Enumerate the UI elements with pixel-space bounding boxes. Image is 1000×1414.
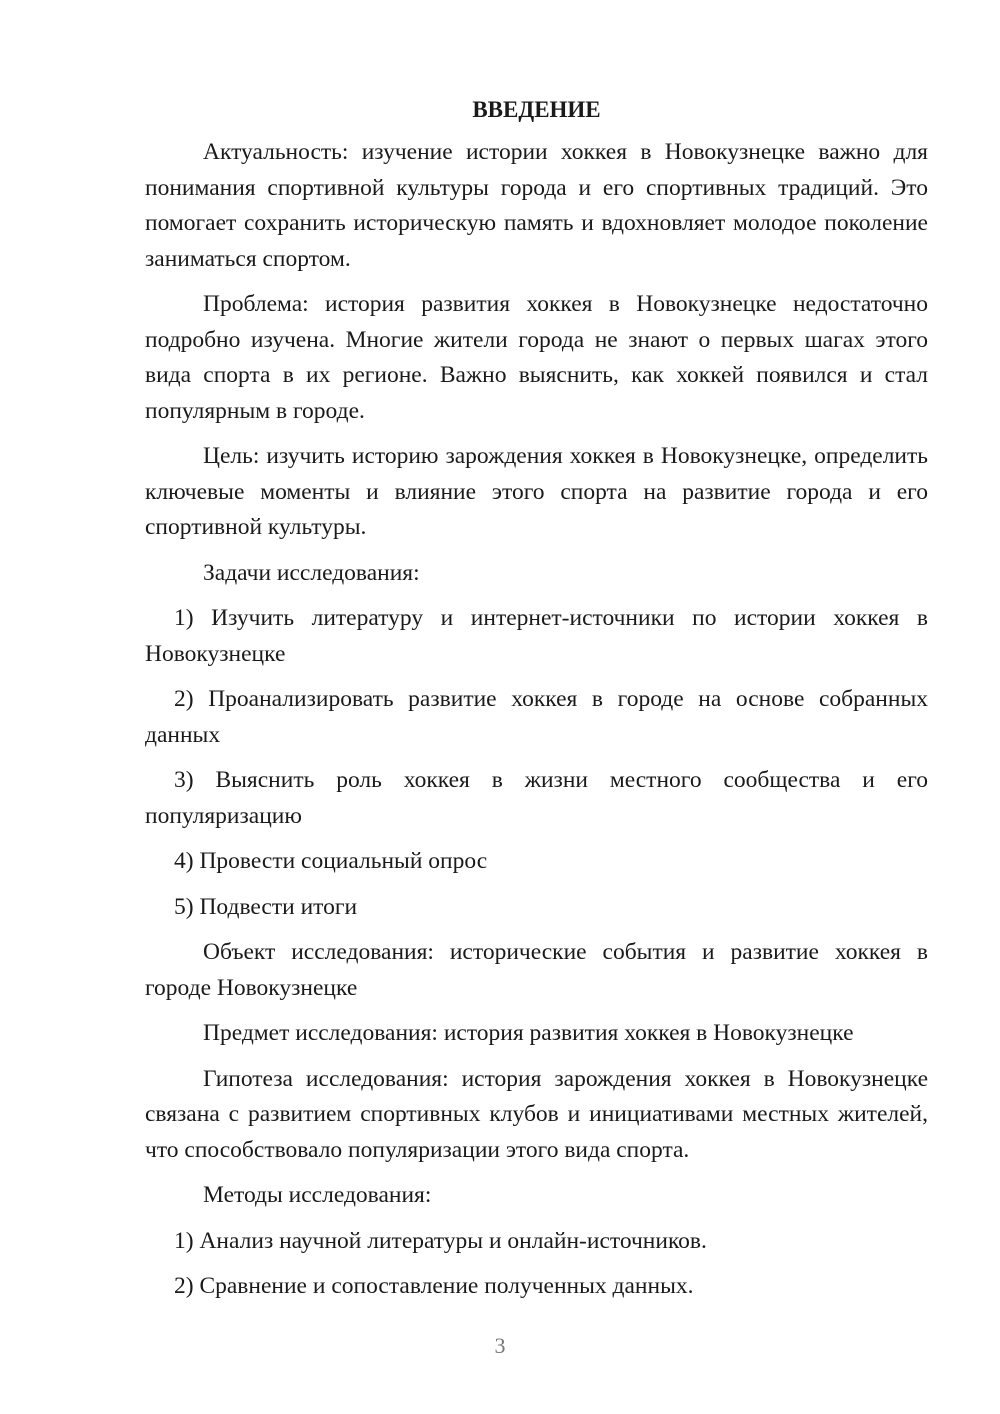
research-subject-paragraph: Предмет исследования: история развития хоккея в Новокузнецке (203, 1020, 854, 1046)
document-page (145, 92, 928, 1315)
task-item: 4) Провести социальный опрос (174, 848, 488, 874)
tasks-heading: Задачи исследования: (203, 559, 420, 586)
task-item: 1) Изучить литературу и интернет-источники по истории хоккея в Новокузнецке (145, 605, 928, 667)
relevance-paragraph: Актуальность: изучение истории хоккея в Новокузнецке важно для понимания спортивной культуры города и его спортивных традиций. Это помогает сохранить историческую память и вдохновляет молодое поколение заниматься спортом. (145, 139, 928, 272)
goal-paragraph: Цель: изучить историю зарождения хоккея в Новокузнецке, определить ключевые моменты и влияние этого спорта на развитие города и его спортивной культуры. (145, 443, 928, 540)
methods-heading: Методы исследования: (203, 1182, 432, 1208)
method-item: 1) Анализ научной литературы и онлайн-источников. (174, 1227, 707, 1254)
method-item: 2) Сравнение и сопоставление полученных данных. (174, 1273, 694, 1299)
task-item: 2) Проанализировать развитие хоккея в городе на основе собранных данных (145, 686, 928, 748)
task-item: 3) Выяснить роль хоккея в жизни местного сообщества и его популяризацию (145, 767, 928, 829)
page-number: 3 (494, 1333, 506, 1358)
hypothesis-paragraph: Гипотеза исследования: история зарождения хоккея в Новокузнецке связана с развитием спортивных клубов и инициативами местных жителей, что способствовало популяризации этого вида спорта. (145, 1065, 928, 1163)
task-item: 5) Подвести итоги (174, 893, 358, 920)
research-object-paragraph: Объект исследования: исторические события и развитие хоккея в городе Новокузнецке (145, 939, 928, 1001)
problem-paragraph: Проблема: история развития хоккея в Новокузнецке недостаточно подробно изучена. Многие жители города не знают о первых шагах этого вида спорта в их регионе. Важно выяснить, как хоккей появился и стал популярным в городе. (145, 291, 928, 424)
section-title: ВВЕДЕНИЕ (472, 97, 601, 122)
